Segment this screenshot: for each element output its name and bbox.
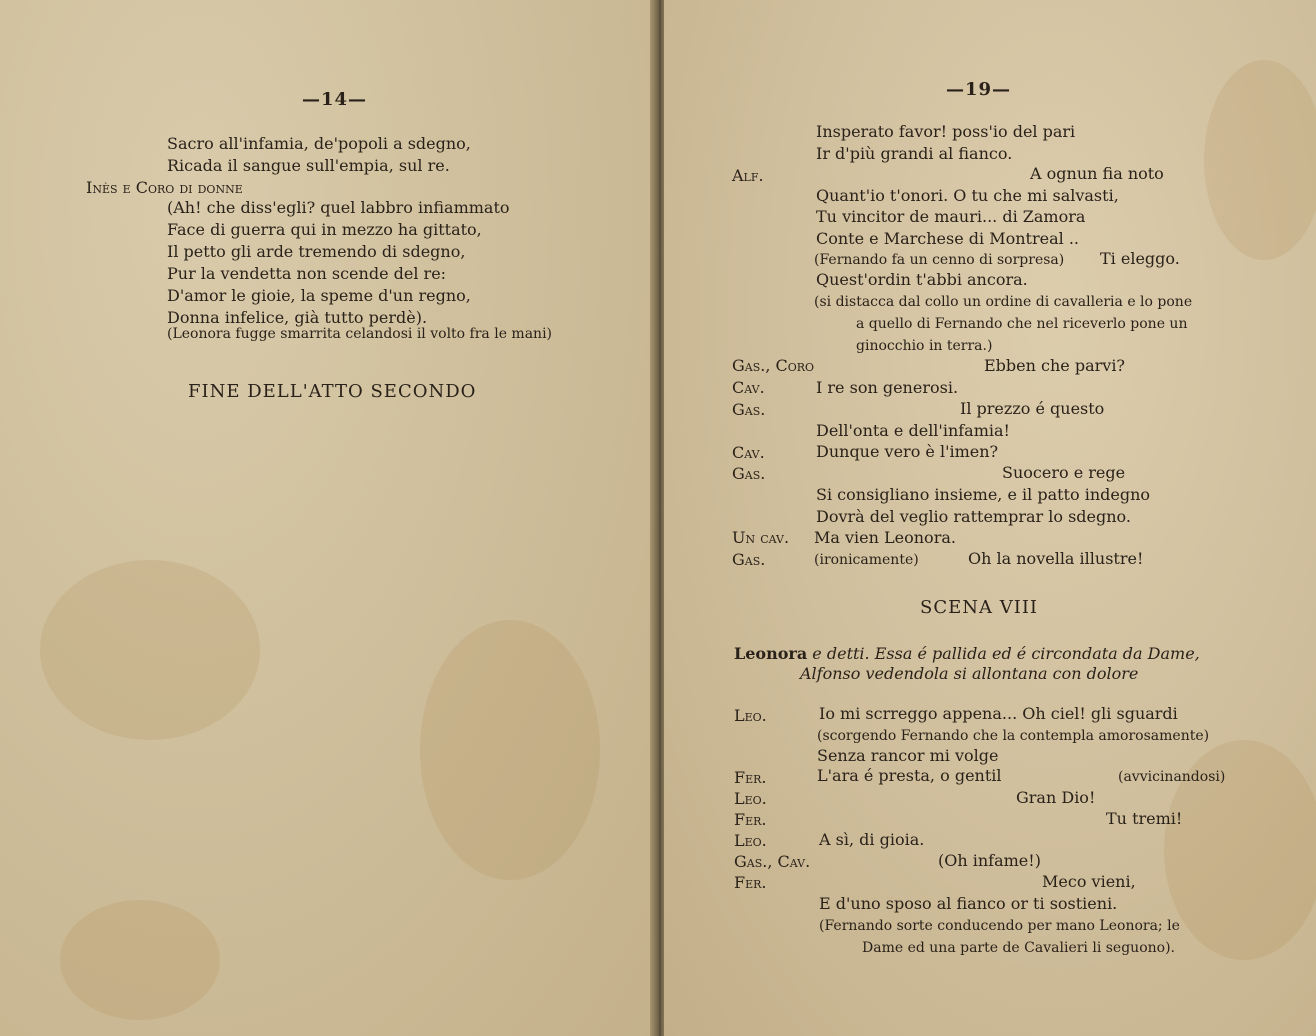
verse-line: Donna infelice, già tutto perdè). xyxy=(167,308,428,327)
verse-line: Meco vieni, xyxy=(1042,872,1136,891)
scene-description-text: Alfonso vedendola si allontana con dolore xyxy=(800,664,1139,683)
speaker-label: Fer. xyxy=(734,768,767,787)
left-page xyxy=(0,0,656,1036)
speaker-label: Leo. xyxy=(734,789,767,808)
speaker-label: Fer. xyxy=(734,810,767,829)
speaker-label: Cav. xyxy=(732,443,765,462)
verse-line: D'amor le gioie, la speme d'un regno, xyxy=(167,286,471,305)
character-name: Leonora xyxy=(734,644,808,663)
verse-line: Sacro all'infamia, de'popoli a sdegno, xyxy=(167,134,471,153)
stage-direction: (Fernando sorte conducendo per mano Leonora; le xyxy=(819,918,1180,934)
scene-description xyxy=(734,644,1200,664)
verse-line: Face di guerra qui in mezzo ha gittato, xyxy=(167,220,482,239)
verse-line: Insperato favor! poss'io del pari xyxy=(816,122,1076,141)
speaker-label: Alf. xyxy=(732,166,764,185)
stage-direction: a quello di Fernando che nel riceverlo pone un xyxy=(856,316,1188,332)
verse-line: Senza rancor mi volge xyxy=(817,746,999,765)
speaker-label: Gas. xyxy=(732,400,766,419)
speaker-label: Gas., Coro xyxy=(732,356,815,375)
page-number: —14— xyxy=(302,89,368,110)
verse-line: Quant'io t'onori. O tu che mi salvasti, xyxy=(816,186,1119,205)
speaker-label: Inès e Coro di donne xyxy=(86,178,243,197)
verse-line: Si consigliano insieme, e il patto indegno xyxy=(816,485,1151,504)
stage-direction: ginocchio in terra.) xyxy=(856,338,993,354)
verse-line: Ebben che parvi? xyxy=(984,356,1126,375)
speaker-label: Un cav. xyxy=(732,528,790,547)
speaker-label: Cav. xyxy=(732,378,765,397)
verse-line: Dell'onta e dell'infamia! xyxy=(816,421,1010,440)
stage-direction: (Fernando fa un cenno di sorpresa) xyxy=(814,252,1065,268)
stage-direction: (scorgendo Fernando che la contempla amorosamente) xyxy=(817,728,1210,744)
verse-line: Ma vien Leonora. xyxy=(814,528,956,547)
scene-heading: SCENA VIII xyxy=(920,597,1039,618)
speaker-label: Fer. xyxy=(734,873,767,892)
speaker-label: Gas., Cav. xyxy=(734,852,811,871)
verse-line: E d'uno sposo al fianco or ti sostieni. xyxy=(819,894,1118,913)
verse-line: A sì, di gioia. xyxy=(819,830,925,849)
speaker-label: Leo. xyxy=(734,831,767,850)
verse-line: (Ah! che diss'egli? quel labbro infiammato xyxy=(167,198,510,217)
stage-direction: (si distacca dal collo un ordine di cavalleria e lo pone xyxy=(814,294,1193,310)
verse-line: Ricada il sangue sull'empia, sul re. xyxy=(167,156,450,175)
verse-line: Gran Dio! xyxy=(1016,788,1096,807)
verse-line: A ognun fia noto xyxy=(1030,164,1164,183)
paper-stain xyxy=(60,900,220,1020)
verse-line: Tu vincitor de mauri... di Zamora xyxy=(816,207,1086,226)
paper-stain xyxy=(40,560,260,740)
verse-line: Ir d'più grandi al fianco. xyxy=(816,144,1013,163)
verse-line: Dunque vero è l'imen? xyxy=(816,442,999,461)
verse-line: Quest'ordin t'abbi ancora. xyxy=(816,270,1028,289)
scene-description-text: e detti. Essa é pallida ed é circondata da Dame, xyxy=(812,644,1200,663)
stage-direction: Dame ed una parte de Cavalieri li seguono). xyxy=(862,940,1175,956)
verse-line: Pur la vendetta non scende del re: xyxy=(167,264,447,283)
verse-line: Oh la novella illustre! xyxy=(968,549,1144,568)
verse-line: Io mi scrreggo appena... Oh ciel! gli sguardi xyxy=(819,704,1178,723)
verse-line: Tu tremi! xyxy=(1106,809,1183,828)
verse-line: Ti eleggo. xyxy=(1100,249,1180,268)
verse-line: Il prezzo é questo xyxy=(960,399,1105,418)
verse-line: Il petto gli arde tremendo di sdegno, xyxy=(167,242,466,261)
speaker-label: Gas. xyxy=(732,550,766,569)
verse-line: Dovrà del veglio rattemprar lo sdegno. xyxy=(816,507,1131,526)
verse-line: L'ara é presta, o gentil xyxy=(817,766,1002,785)
paper-stain xyxy=(1204,60,1316,260)
stage-direction: (avvicinandosi) xyxy=(1118,769,1226,785)
paper-stain xyxy=(420,620,600,880)
stage-direction: (Leonora fugge smarrita celandosi il volto fra le mani) xyxy=(167,326,553,342)
verse-line: Conte e Marchese di Montreal .. xyxy=(816,229,1080,248)
right-page xyxy=(664,0,1316,1036)
speaker-label: Leo. xyxy=(734,706,767,725)
page-number: —19— xyxy=(946,79,1012,100)
verse-line: (Oh infame!) xyxy=(938,851,1041,870)
verse-line: Suocero e rege xyxy=(1002,463,1126,482)
speaker-label: Gas. xyxy=(732,464,766,483)
act-end-heading: FINE DELL'ATTO SECONDO xyxy=(188,381,477,402)
verse-line: I re son generosi. xyxy=(816,378,959,397)
stage-direction: (ironicamente) xyxy=(814,552,919,568)
